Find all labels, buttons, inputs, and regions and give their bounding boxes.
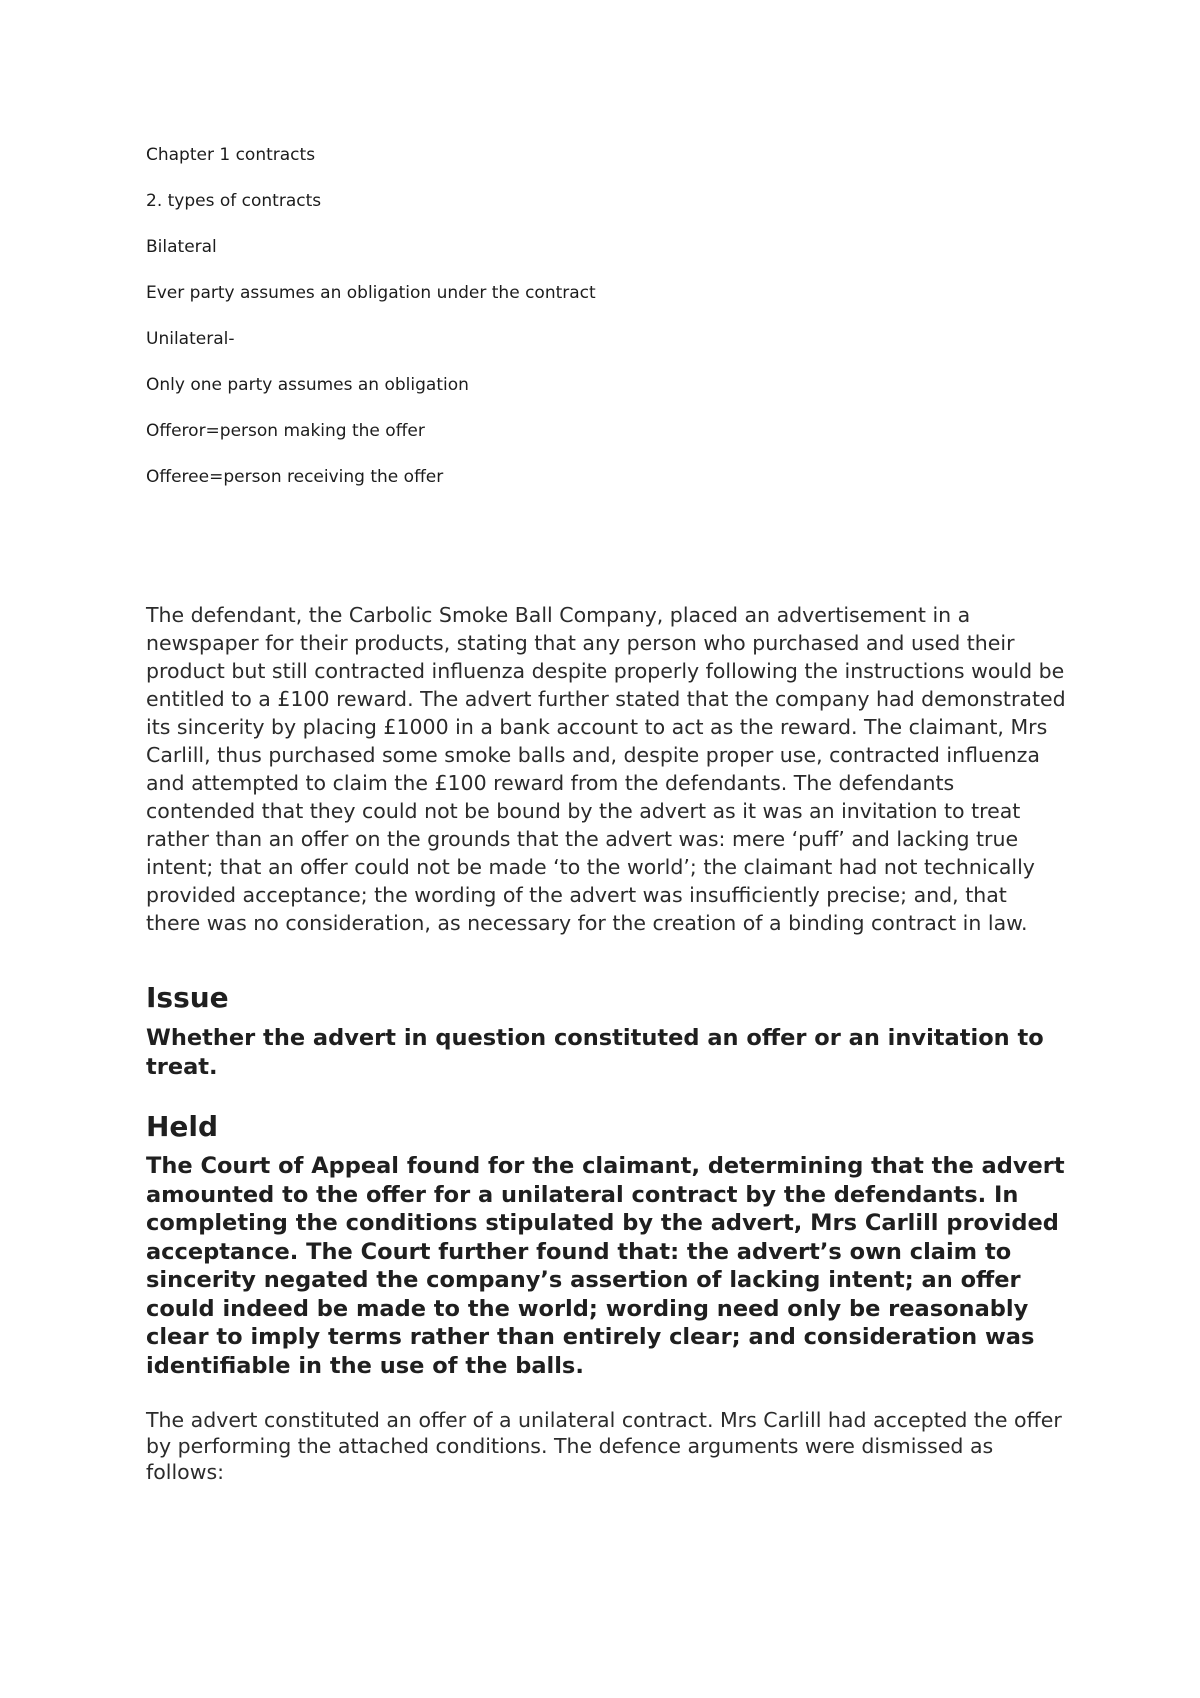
study-notes	[146, 144, 1046, 512]
issue-heading: Issue	[146, 981, 229, 1014]
section-title: 2. types of contracts	[146, 191, 322, 211]
held-heading: Held	[146, 1110, 219, 1143]
note-offeror: Offeror=person making the offer	[146, 421, 425, 441]
chapter-title: Chapter 1 contracts	[146, 145, 316, 165]
note-unilateral: Unilateral-	[146, 329, 235, 349]
note-bilateral-definition: Ever party assumes an obligation under the contract	[146, 283, 596, 303]
case-facts-paragraph: The defendant, the Carbolic Smoke Ball Company, placed an advertisement in a newspaper for their products, stating that any person who purchased and used their product but still contracted influenza despite properly following the instructions would be entitled to a £100 reward. The advert further stated that the company had demonstrated its sincerity by placing £1000 in a bank account to act as the reward. The claimant, Mrs Carlill, thus purchased some smoke balls and, despite proper use, contracted influenza and attempted to claim the £100 reward from the defendants. The defendants contended that they could not be bound by the advert as it was an invitation to treat rather than an offer on the grounds that the advert was: mere ‘puff’ and lacking true intent; that an offer could not be made ‘to the world’; the claimant had not technically provided acceptance; the wording of the advert was insufficiently precise; and, that there was no consideration, as necessary for the creation of a binding contract in law.	[146, 603, 1066, 935]
issue-text: Whether the advert in question constituted an offer or an invitation to treat.	[146, 1025, 1044, 1080]
note-unilateral-definition: Only one party assumes an obligation	[146, 375, 469, 395]
held-text: The Court of Appeal found for the claimant, determining that the advert amounted to the offer for a unilateral contract by the defendants. In completing the conditions stipulated by the advert, Mrs Carlill provided acceptance. The Court further found that: the advert’s own claim to sincerity negated the company’s assertion of lacking intent; an offer could indeed be made to the world; wording need only be reasonably clear to imply terms rather than entirely clear; and consideration was identifiable in the use of the balls.	[146, 1153, 1065, 1379]
note-bilateral: Bilateral	[146, 237, 217, 257]
conclusion-paragraph: The advert constituted an offer of a unilateral contract. Mrs Carlill had accepted the offer by performing the attached conditions. The defence arguments were dismissed as follows:	[146, 1408, 1062, 1484]
note-offeree: Offeree=person receiving the offer	[146, 467, 444, 487]
